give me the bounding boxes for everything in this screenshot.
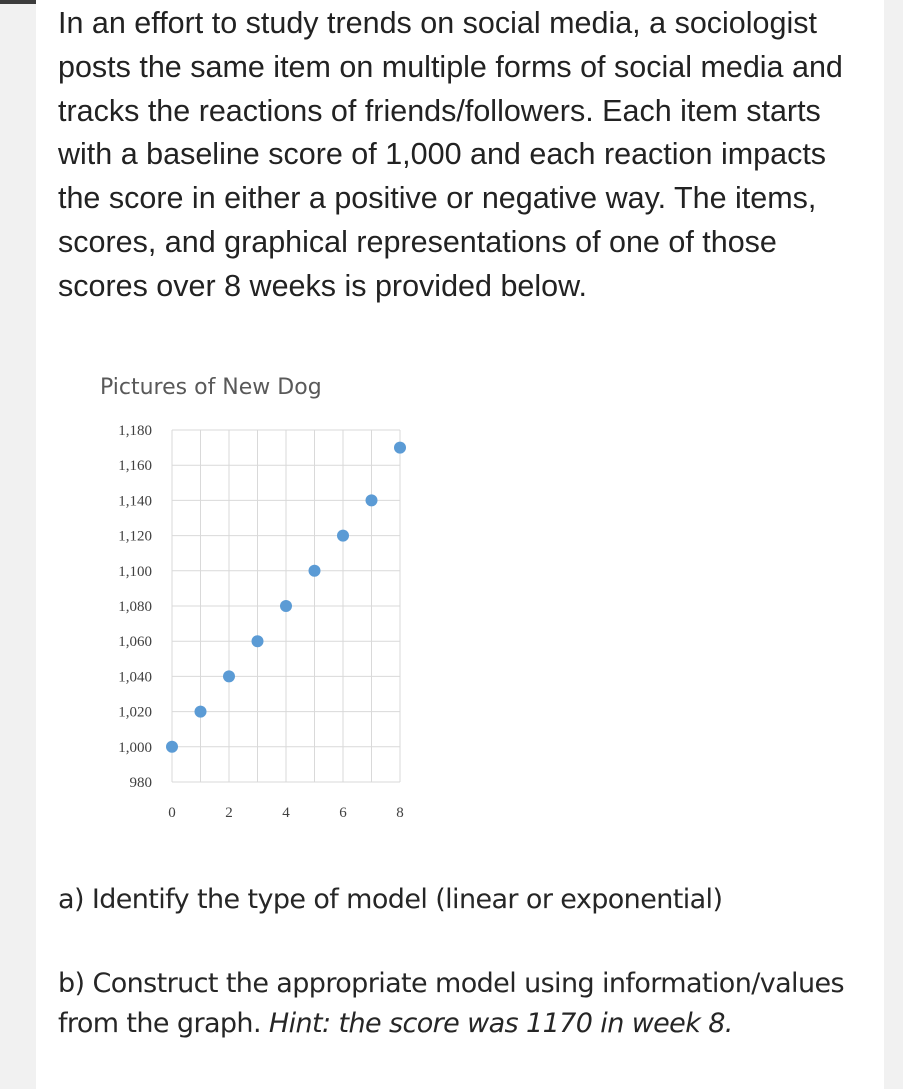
x-tick-label: 0 [168,805,176,821]
data-point [223,670,235,682]
y-tick-label: 1,100 [118,563,152,580]
y-tick-label: 1,120 [118,528,152,545]
data-point [366,494,378,506]
y-tick-label: 1,060 [118,634,152,651]
question-b-hint: Hint: the score was 1170 in week 8. [268,1008,733,1039]
y-tick-label: 1,020 [118,704,152,721]
x-axis-ticks [168,805,404,821]
data-point [195,706,207,718]
chart-title: Pictures of New Dog [100,375,322,400]
y-tick-label: 980 [129,775,152,791]
scatter-chart [62,362,412,842]
question-b [58,964,858,1044]
question-card [36,0,884,1089]
data-point [252,635,264,647]
data-point [280,600,292,612]
data-point [166,741,178,753]
y-tick-label: 1,000 [118,739,152,756]
intro-paragraph: In an effort to study trends on social media, a sociologist posts the same item on multiple forms of social media and tracks the reactions of friends/followers. Each item starts with a baseline score of 1,000 and each reaction impacts the score in either a positive or negative way. The items, scores, and graphical representations of one of those scores over 8 weeks is provided below. [58,6,843,303]
x-tick-label: 4 [282,805,290,821]
y-tick-label: 1,180 [118,423,152,439]
x-tick-label: 2 [225,805,233,821]
y-tick-label: 1,080 [118,599,152,615]
data-point [309,565,321,577]
question-a: a) Identify the type of model (linear or exponential) [58,884,723,915]
y-tick-label: 1,140 [118,493,152,510]
data-point [337,530,349,542]
y-axis-ticks [118,423,152,791]
x-tick-label: 6 [339,805,347,821]
x-tick-label: 8 [396,805,404,821]
y-tick-label: 1,160 [118,458,152,475]
question-b-text: b) Construct the appropriate model using information/values from the graph. [58,968,844,1039]
y-tick-label: 1,040 [118,669,152,686]
data-point [394,442,406,454]
